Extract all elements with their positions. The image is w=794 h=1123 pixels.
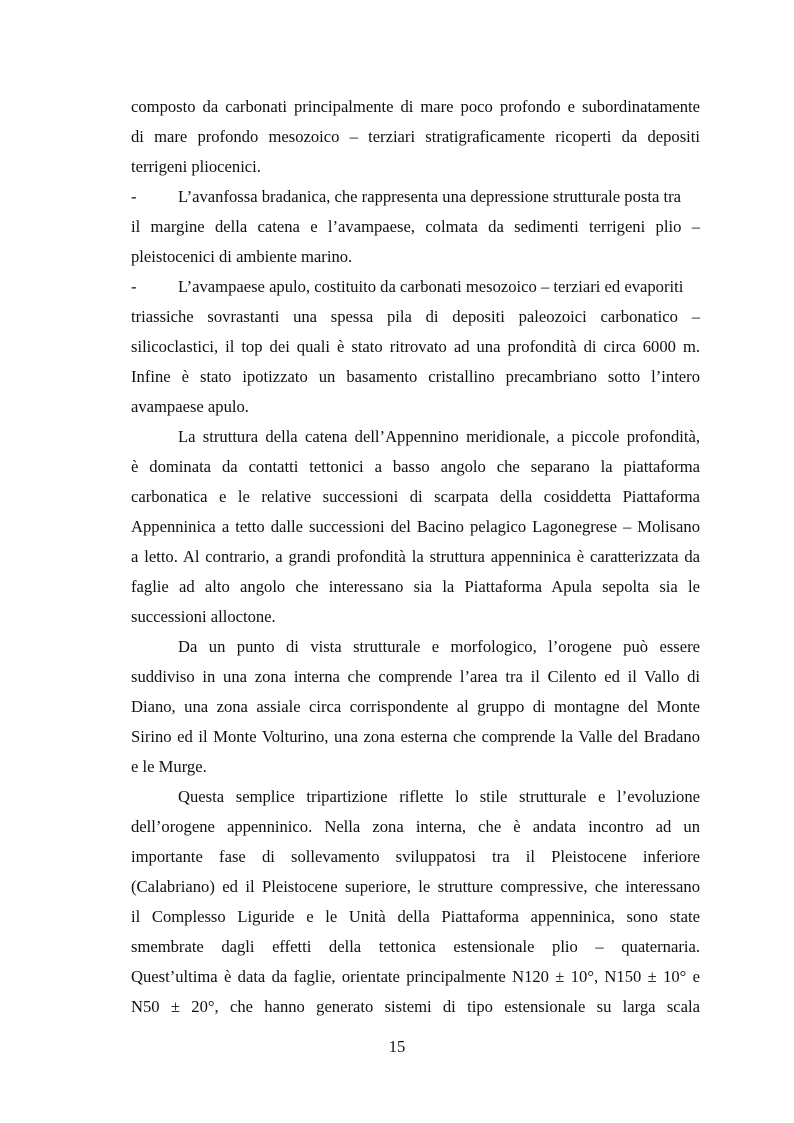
page-number: 15 xyxy=(388,1037,406,1056)
paragraph-first-line: La struttura della catena dell’Appennino meridionale, a piccole profondità, xyxy=(178,427,700,446)
text-line: Diano, una zona assiale circa corrispondente al gruppo di montagne del Monte xyxy=(131,697,700,716)
text-line: terrigeni pliocenici. xyxy=(131,157,261,176)
text-line: Infine è stato ipotizzato un basamento cristallino precambriano sotto l’intero xyxy=(131,367,700,386)
text-line: e le Murge. xyxy=(131,757,207,776)
text-line: triassiche sovrastanti una spessa pila di depositi paleozoici carbonatico – xyxy=(131,307,700,326)
text-line: Sirino ed il Monte Volturino, una zona esterna che comprende la Valle del Bradano xyxy=(131,727,700,746)
text-line: smembrate dagli effetti della tettonica estensionale plio – quaternaria. xyxy=(131,937,700,956)
bullet-item-avampaese xyxy=(131,272,700,302)
text-line: L’avanfossa bradanica, che rappresenta una depressione strutturale posta tra xyxy=(178,187,681,206)
text-line: dell’orogene appenninico. Nella zona interna, che è andata incontro ad un xyxy=(131,817,700,836)
text-line: Quest’ultima è data da faglie, orientate principalmente N120 ± 10°, N150 ± 10° e xyxy=(131,967,700,986)
text-line: faglie ad alto angolo che interessano sia la Piattaforma Apula sepolta sia le xyxy=(131,577,700,596)
paragraph-first-line: Questa semplice tripartizione riflette lo stile strutturale e l’evoluzione xyxy=(178,787,700,806)
text-line: avampaese apulo. xyxy=(131,397,249,416)
bullet-dash: - xyxy=(131,277,137,296)
text-line: di mare profondo mesozoico – terziari stratigraficamente ricoperti da depositi xyxy=(131,127,700,146)
text-line: L’avampaese apulo, costituito da carbonati mesozoico – terziari ed evaporiti xyxy=(178,277,684,296)
bullet-dash: - xyxy=(131,187,137,206)
text-line: pleistocenici di ambiente marino. xyxy=(131,247,353,266)
document-body xyxy=(131,92,700,1022)
text-line: Appenninica a tetto dalle successioni del Bacino pelagico Lagonegrese – Molisano xyxy=(131,517,700,536)
text-line: successioni alloctone. xyxy=(131,607,276,626)
text-line: è dominata da contatti tettonici a basso angolo che separano la piattaforma xyxy=(131,457,700,476)
text-line: il Complesso Liguride e le Unità della Piattaforma appenninica, sono state xyxy=(131,907,700,926)
text-line: composto da carbonati principalmente di mare poco profondo e subordinatamente xyxy=(131,97,700,116)
text-line: il margine della catena e l’avampaese, colmata da sedimenti terrigeni plio – xyxy=(131,217,700,236)
text-line: (Calabriano) ed il Pleistocene superiore, le strutture compressive, che interessano xyxy=(131,877,700,896)
text-line: silicoclastici, il top dei quali è stato ritrovato ad una profondità di circa 6000 m. xyxy=(131,337,700,356)
text-line: N50 ± 20°, che hanno generato sistemi di tipo estensionale su larga scala xyxy=(131,997,700,1016)
text-line: importante fase di sollevamento sviluppatosi tra il Pleistocene inferiore xyxy=(131,847,700,866)
text-line: a letto. Al contrario, a grandi profondità la struttura appenninica è caratterizzata da xyxy=(131,547,700,566)
text-line: suddiviso in una zona interna che comprende l’area tra il Cilento ed il Vallo di xyxy=(131,667,700,686)
text-line: carbonatica e le relative successioni di scarpata della cosiddetta Piattaforma xyxy=(131,487,700,506)
bullet-item-avanfossa xyxy=(131,182,700,212)
paragraph-first-line: Da un punto di vista strutturale e morfologico, l’orogene può essere xyxy=(178,637,700,656)
